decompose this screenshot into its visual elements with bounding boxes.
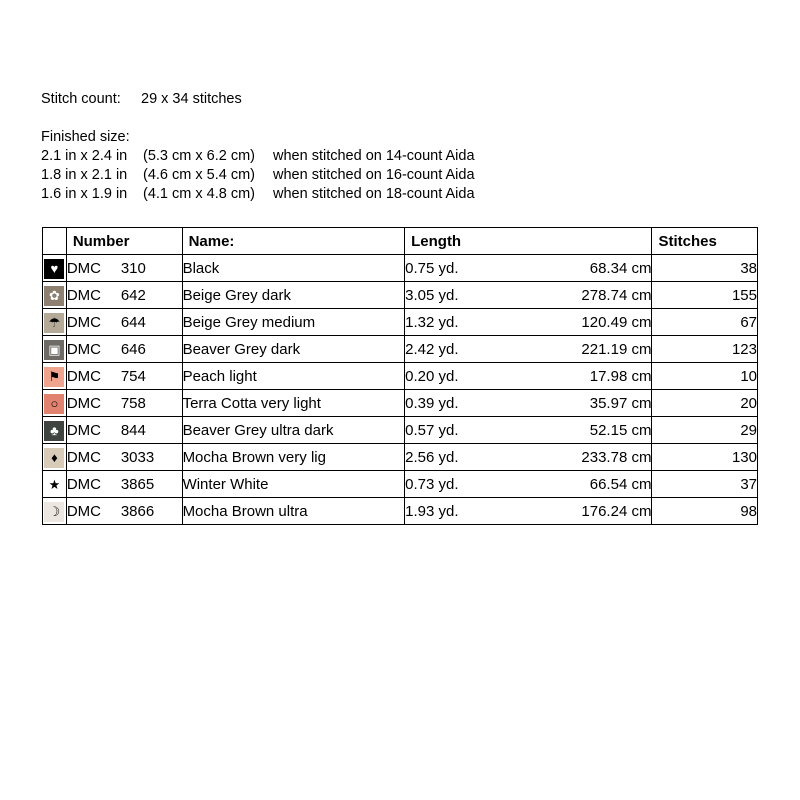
square-dot-icon: ▣ <box>44 340 64 360</box>
finished-size-row <box>41 166 475 185</box>
length-yards: 0.75 yd. <box>405 259 459 277</box>
length-cm: 233.78 cm <box>581 448 652 466</box>
floss-number: 3865 <box>120 475 155 493</box>
floss-number-cell <box>66 417 182 444</box>
floss-number: 310 <box>120 259 146 277</box>
length-cell <box>405 471 652 498</box>
size-inches: 2.1 in x 2.4 in <box>41 148 128 164</box>
floss-number: 3866 <box>120 502 155 520</box>
size-cm: (4.6 cm x 5.4 cm) <box>143 167 255 183</box>
star-icon: ★ <box>44 475 64 495</box>
length-yards: 1.32 yd. <box>405 313 459 331</box>
header-length: Length <box>405 228 652 255</box>
stitch-total: 38 <box>652 255 758 282</box>
size-cm: (5.3 cm x 6.2 cm) <box>143 148 255 164</box>
header-name: Name: <box>182 228 405 255</box>
length-yards: 1.93 yd. <box>405 502 459 520</box>
table-header-row <box>43 228 758 255</box>
floss-name: Beaver Grey ultra dark <box>182 417 405 444</box>
stitch-total: 20 <box>652 390 758 417</box>
table-row <box>43 498 758 525</box>
brand-label: DMC <box>66 448 101 466</box>
stitch-count-line <box>41 90 475 109</box>
floss-number: 758 <box>120 394 146 412</box>
length-cell <box>405 417 652 444</box>
floss-name: Beige Grey medium <box>182 309 405 336</box>
stitch-total: 37 <box>652 471 758 498</box>
floss-number: 844 <box>120 421 146 439</box>
table-row <box>43 417 758 444</box>
pattern-info <box>41 90 475 204</box>
stitch-count-label: Stitch count: <box>41 91 121 107</box>
size-note: when stitched on 16-count Aida <box>273 167 475 183</box>
symbol-cell <box>43 417 67 444</box>
stitch-total: 67 <box>652 309 758 336</box>
table-row <box>43 336 758 363</box>
length-cell <box>405 498 652 525</box>
floss-number: 3033 <box>120 448 155 466</box>
stitch-total: 29 <box>652 417 758 444</box>
size-note: when stitched on 14-count Aida <box>273 148 475 164</box>
floss-name: Winter White <box>182 471 405 498</box>
symbol-cell <box>43 255 67 282</box>
heart-icon: ♥ <box>44 259 64 279</box>
header-stitches: Stitches <box>652 228 758 255</box>
symbol-cell <box>43 390 67 417</box>
symbol-cell <box>43 363 67 390</box>
length-cell <box>405 282 652 309</box>
brand-label: DMC <box>66 502 101 520</box>
length-cell <box>405 363 652 390</box>
length-cell <box>405 390 652 417</box>
length-yards: 0.73 yd. <box>405 475 459 493</box>
floss-number-cell <box>66 255 182 282</box>
club-icon: ♣ <box>44 421 64 441</box>
stitch-count-value: 29 x 34 stitches <box>141 91 242 107</box>
brand-label: DMC <box>66 313 101 331</box>
symbol-cell <box>43 282 67 309</box>
length-cm: 120.49 cm <box>581 313 652 331</box>
brand-label: DMC <box>66 286 101 304</box>
brand-label: DMC <box>66 367 101 385</box>
table-row <box>43 309 758 336</box>
floss-number-cell <box>66 390 182 417</box>
length-yards: 2.56 yd. <box>405 448 459 466</box>
length-cm: 66.54 cm <box>589 475 652 493</box>
flower-icon: ✿ <box>44 286 64 306</box>
length-cm: 52.15 cm <box>589 421 652 439</box>
moon-icon: ☽ <box>44 502 64 522</box>
symbol-cell <box>43 336 67 363</box>
brand-label: DMC <box>66 475 101 493</box>
floss-name: Peach light <box>182 363 405 390</box>
header-symbol <box>43 228 67 255</box>
length-cell <box>405 309 652 336</box>
length-cell <box>405 336 652 363</box>
floss-number-cell <box>66 444 182 471</box>
symbol-cell <box>43 471 67 498</box>
floss-name: Black <box>182 255 405 282</box>
symbol-cell <box>43 309 67 336</box>
floss-number-cell <box>66 309 182 336</box>
table-row <box>43 390 758 417</box>
floss-name: Mocha Brown ultra <box>182 498 405 525</box>
header-number: Number <box>66 228 182 255</box>
floss-name: Terra Cotta very light <box>182 390 405 417</box>
brand-label: DMC <box>66 394 101 412</box>
floss-number-cell <box>66 336 182 363</box>
length-cell <box>405 255 652 282</box>
floss-table <box>42 227 758 525</box>
brand-label: DMC <box>66 421 101 439</box>
floss-number: 754 <box>120 367 146 385</box>
symbol-cell <box>43 498 67 525</box>
size-inches: 1.6 in x 1.9 in <box>41 186 128 202</box>
stitch-total: 10 <box>652 363 758 390</box>
length-yards: 0.20 yd. <box>405 367 459 385</box>
symbol-cell <box>43 444 67 471</box>
floss-name: Mocha Brown very lig <box>182 444 405 471</box>
size-inches: 1.8 in x 2.1 in <box>41 167 128 183</box>
table-row <box>43 471 758 498</box>
length-cm: 278.74 cm <box>581 286 652 304</box>
length-cm: 68.34 cm <box>589 259 652 277</box>
diamond-icon: ♦ <box>44 448 64 468</box>
length-cm: 17.98 cm <box>589 367 652 385</box>
length-cm: 176.24 cm <box>581 502 652 520</box>
length-yards: 0.39 yd. <box>405 394 459 412</box>
stitch-total: 98 <box>652 498 758 525</box>
length-yards: 0.57 yd. <box>405 421 459 439</box>
flag-icon: ⚑ <box>44 367 64 387</box>
length-yards: 2.42 yd. <box>405 340 459 358</box>
stitch-total: 155 <box>652 282 758 309</box>
brand-label: DMC <box>66 340 101 358</box>
length-yards: 3.05 yd. <box>405 286 459 304</box>
finished-size-row <box>41 185 475 204</box>
finished-size-row <box>41 147 475 166</box>
floss-number-cell <box>66 282 182 309</box>
length-cm: 35.97 cm <box>589 394 652 412</box>
stitch-total: 123 <box>652 336 758 363</box>
stitch-total: 130 <box>652 444 758 471</box>
length-cm: 221.19 cm <box>581 340 652 358</box>
floss-table-body <box>43 255 758 525</box>
floss-number-cell <box>66 471 182 498</box>
floss-number: 642 <box>120 286 146 304</box>
floss-number-cell <box>66 363 182 390</box>
circle-icon: ○ <box>44 394 64 414</box>
floss-name: Beige Grey dark <box>182 282 405 309</box>
length-cell <box>405 444 652 471</box>
floss-number: 644 <box>120 313 146 331</box>
floss-number-cell <box>66 498 182 525</box>
floss-name: Beaver Grey dark <box>182 336 405 363</box>
table-row <box>43 282 758 309</box>
table-row <box>43 255 758 282</box>
finished-size-label: Finished size: <box>41 129 130 145</box>
brand-label: DMC <box>66 259 101 277</box>
size-note: when stitched on 18-count Aida <box>273 186 475 202</box>
table-row <box>43 444 758 471</box>
size-cm: (4.1 cm x 4.8 cm) <box>143 186 255 202</box>
table-row <box>43 363 758 390</box>
umbrella-icon: ☂ <box>44 313 64 333</box>
floss-number: 646 <box>120 340 146 358</box>
